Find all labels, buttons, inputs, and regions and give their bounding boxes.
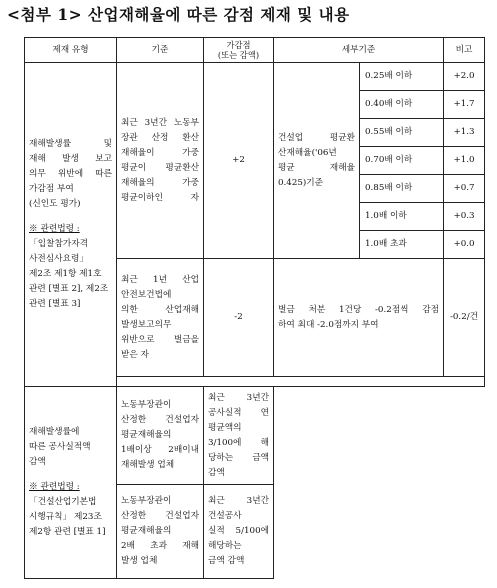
- detail2-cell: [274, 259, 444, 377]
- spacer-cell: [117, 377, 485, 387]
- text-line: 건설공사: [208, 511, 242, 521]
- table-header-row: [25, 38, 485, 63]
- empty-area: [274, 387, 485, 579]
- table-row: [25, 387, 485, 485]
- text-line: 1배이상 2배이내: [121, 445, 199, 455]
- section2-type-cell: [25, 387, 117, 579]
- text-line: 따른 공사실적액: [29, 442, 91, 452]
- text-line: 의한 산업재해: [121, 304, 199, 315]
- text-line: 노동부장관이: [121, 496, 172, 506]
- text-line: 재해율의 가중: [121, 177, 199, 188]
- header-detail: 세부기준: [274, 38, 444, 63]
- text-line: 「입찰참가자격: [29, 239, 89, 249]
- header-note: 비고: [444, 38, 485, 63]
- header-points-line1: 가감점: [226, 40, 251, 50]
- points2-cell: -2: [204, 259, 274, 377]
- section2-reduction2-cell: [204, 485, 274, 579]
- text-line: 공사실적 연: [208, 407, 269, 418]
- points1-cell: +2: [204, 63, 274, 259]
- ratio-label: 0.55배 이하: [360, 119, 444, 147]
- text-line: 관련 [별표 2], 제2조: [29, 284, 109, 294]
- criteria2-cell: [117, 259, 204, 377]
- text-line: 재해율이 가중: [121, 147, 199, 158]
- text-line: 하여 최대 -2.0점까지 부여: [278, 319, 379, 330]
- text-line: 시행규칙」 제23조: [29, 512, 102, 522]
- ratio-label: 1.0배 이하: [360, 203, 444, 231]
- related-law-label: ※ 관련법령 :: [29, 482, 80, 492]
- section2-reduction1-cell: [204, 387, 274, 485]
- text-line: 관련 [별표 3]: [29, 299, 81, 309]
- text-line: 재해발생률에: [29, 427, 80, 437]
- text-line: 금액 감액: [208, 556, 245, 566]
- spacer-line: [29, 470, 112, 480]
- section2-criteria1-cell: [117, 387, 204, 485]
- text-line: 노동부장관이: [121, 400, 172, 410]
- table-row: [25, 63, 485, 91]
- related-law-label: ※ 관련법령 :: [29, 224, 80, 234]
- text-line: 제2조 제1항 제1호: [29, 269, 102, 279]
- ratio-label: 0.70배 이하: [360, 147, 444, 175]
- text-line: 의무 위반에 따른: [29, 169, 112, 179]
- header-criteria: 기준: [117, 38, 204, 63]
- ratio-label: 0.25배 이하: [360, 63, 444, 91]
- header-type: 제재 유형: [25, 38, 117, 63]
- ratio-value: +0.3: [444, 203, 485, 231]
- note2-cell: -0.2/건: [444, 259, 485, 377]
- ratio-value: +1.0: [444, 147, 485, 175]
- text-line: 최근 3년간 노동부: [121, 117, 199, 128]
- text-line: 평균재해율의: [121, 430, 172, 440]
- text-line: 평균이하인 자: [121, 192, 199, 203]
- text-line: 평균재해율의: [121, 526, 172, 536]
- text-line: 재해발생률 및: [29, 139, 112, 149]
- ratio-value: +2.0: [444, 63, 485, 91]
- ratio-value: +0.0: [444, 231, 485, 259]
- page-title: <첨부 1> 산업재해율에 따른 감점 제재 및 내용: [7, 5, 350, 24]
- text-line: 평균이 평균환산: [121, 162, 199, 173]
- header-points-line2: (또는 감액): [217, 50, 260, 60]
- text-line: 재해발생 업체: [121, 460, 175, 470]
- text-line: 산재해율('06년: [278, 147, 337, 158]
- text-line: 발생보고의무: [121, 319, 172, 330]
- header-points: [204, 38, 274, 63]
- ratio-label: 0.40배 이하: [360, 91, 444, 119]
- detail1-cell: [274, 63, 360, 259]
- ratio-value: +0.7: [444, 175, 485, 203]
- text-line: 최근 3년간: [208, 392, 269, 403]
- text-line: 산정한 건설업자: [121, 415, 199, 425]
- ratio-value: +1.7: [444, 91, 485, 119]
- text-line: 발생 업체: [121, 556, 158, 566]
- text-line: 해당하는: [208, 541, 242, 551]
- text-line: 2배 초과 재해: [121, 541, 199, 551]
- text-line: 장관 산정 환산: [121, 132, 199, 143]
- text-line: 3/100에 해: [208, 437, 269, 448]
- text-line: 재해 발생 보고: [29, 154, 112, 164]
- text-line: 가감점 부여: [29, 184, 74, 194]
- text-line: 감액: [29, 457, 46, 467]
- text-line: 최근 1년 산업: [121, 274, 199, 285]
- text-line: (신인도 평가): [29, 199, 81, 209]
- section1-type-cell: [25, 63, 117, 387]
- text-line: 사전심사요령」: [29, 254, 89, 264]
- text-line: 당하는 금액: [208, 452, 269, 463]
- text-line: 0.425)기준: [278, 177, 324, 188]
- text-line: 산정한 건설업자: [121, 511, 199, 521]
- text-line: 제2항 관련 [별표 1]: [29, 527, 106, 537]
- text-line: 평균 재해율: [278, 162, 355, 173]
- section2-criteria2-cell: [117, 485, 204, 579]
- text-line: 감액: [208, 467, 225, 478]
- spacer-line: [29, 212, 112, 222]
- ratio-label: 0.85배 이하: [360, 175, 444, 203]
- text-line: 실적 5/100에: [208, 526, 269, 536]
- sanction-table: [24, 37, 485, 579]
- text-line: 「건설산업기본법: [29, 497, 97, 507]
- ratio-value: +1.3: [444, 119, 485, 147]
- text-line: 건설업 평균환: [278, 132, 355, 143]
- ratio-label: 1.0배 초과: [360, 231, 444, 259]
- text-line: 받은 자: [121, 349, 149, 360]
- text-line: 벌금 처분 1건당 -0.2점씩 감점: [278, 304, 440, 315]
- criteria1-cell: [117, 63, 204, 259]
- text-line: 위반으로 벌금을: [121, 334, 199, 345]
- text-line: 평균액의: [208, 422, 242, 433]
- text-line: 안전보건법에: [121, 289, 172, 300]
- text-line: 최근 3년간: [208, 496, 269, 506]
